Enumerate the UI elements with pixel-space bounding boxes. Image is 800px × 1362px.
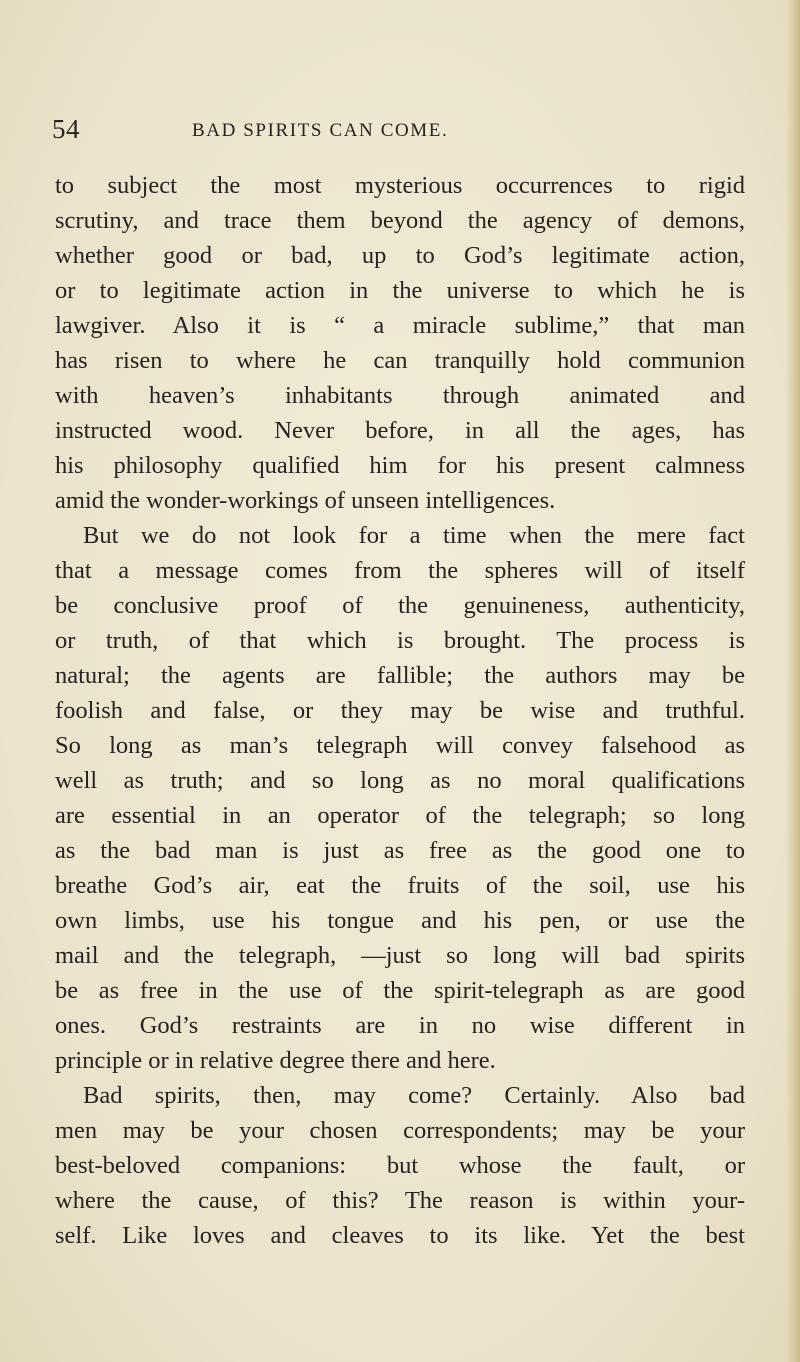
page-edge-shadow xyxy=(786,0,800,1362)
text-line: ones. God’s restraints are in no wise different in xyxy=(55,1012,745,1039)
text-line: So long as man’s telegraph will convey falsehood as xyxy=(55,732,745,759)
text-line: instructed wood. Never before, in all the ages, has xyxy=(55,417,745,444)
text-line: be conclusive proof of the genuineness, authenticity, xyxy=(55,592,745,619)
text-line: lawgiver. Also it is “ a miracle sublime,” that man xyxy=(55,312,745,339)
paragraph-end-line: amid the wonder-workings of unseen intelligences. xyxy=(55,487,556,514)
body-text xyxy=(55,168,745,1253)
text-line: foolish and false, or they may be wise and truthful. xyxy=(55,697,745,724)
text-line: best-beloved companions: but whose the fault, or xyxy=(55,1152,745,1179)
text-line: be as free in the use of the spirit-telegraph as are good xyxy=(55,977,745,1004)
text-line: as the bad man is just as free as the good one to xyxy=(55,837,745,864)
page-header xyxy=(52,114,752,150)
text-line: or to legitimate action in the universe to which he is xyxy=(55,277,745,304)
text-line: well as truth; and so long as no moral qualifications xyxy=(55,767,745,794)
text-line: to subject the most mysterious occurrences to rigid xyxy=(55,172,745,199)
text-line: or truth, of that which is brought. The process is xyxy=(55,627,745,654)
text-line: with heaven’s inhabitants through animated and xyxy=(55,382,745,409)
text-line: natural; the agents are fallible; the authors may be xyxy=(55,662,745,689)
text-line: own limbs, use his tongue and his pen, or use the xyxy=(55,907,745,934)
running-head: BAD SPIRITS CAN COME. xyxy=(192,120,449,141)
text-line: mail and the telegraph, —just so long will bad spirits xyxy=(55,942,745,969)
text-line: self. Like loves and cleaves to its like. Yet the best xyxy=(55,1222,745,1249)
paragraph-start-line: But we do not look for a time when the mere fact xyxy=(83,522,745,549)
text-line: scrutiny, and trace them beyond the agency of demons, xyxy=(55,207,745,234)
text-line: are essential in an operator of the telegraph; so long xyxy=(55,802,745,829)
paragraph-start-line: Bad spirits, then, may come? Certainly. Also bad xyxy=(83,1082,745,1109)
paragraph-end-line: principle or in relative degree there and here. xyxy=(55,1047,496,1074)
text-line: men may be your chosen correspondents; may be your xyxy=(55,1117,745,1144)
text-line: his philosophy qualified him for his present calmness xyxy=(55,452,745,479)
text-line: whether good or bad, up to God’s legitimate action, xyxy=(55,242,745,269)
text-line: has risen to where he can tranquilly hold communion xyxy=(55,347,745,374)
text-line: where the cause, of this? The reason is within your- xyxy=(55,1187,745,1214)
text-line: that a message comes from the spheres will of itself xyxy=(55,557,745,584)
text-line: breathe God’s air, eat the fruits of the soil, use his xyxy=(55,872,745,899)
page-number: 54 xyxy=(52,114,80,144)
